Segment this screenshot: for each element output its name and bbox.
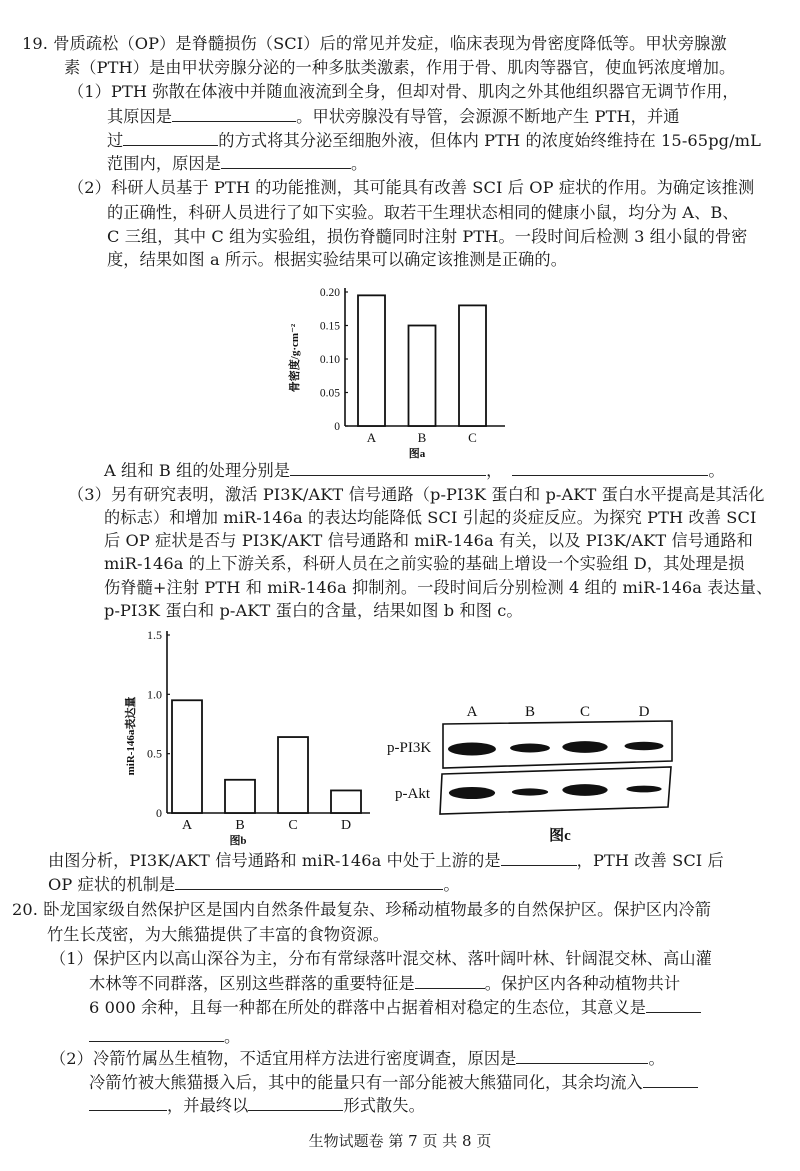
figure-b-bar-D — [331, 790, 361, 813]
answer-blank-12[interactable] — [643, 1072, 698, 1088]
figure-a-chart — [280, 270, 520, 465]
figure-b-bar-B — [225, 780, 255, 813]
figure-a-bar-B — [409, 326, 436, 427]
blot-band-p-pi3k-C — [562, 741, 607, 753]
q20-p1-line-3 — [89, 997, 701, 1019]
q20-p2-text-3a: ，并最终以 — [167, 1096, 249, 1115]
answer-blank-9[interactable] — [646, 997, 701, 1013]
figure-b-x-tick-label: C — [288, 818, 298, 833]
q20-line-1 — [12, 899, 711, 921]
figure-c-blot — [380, 690, 700, 850]
q20-p1-line-1 — [50, 948, 712, 970]
figure-b-chart — [100, 628, 385, 850]
q19-p3-ask1-text: 由图分析，PI3K/AKT 信号通路和 miR-146a 中处于上游的是 — [48, 851, 501, 870]
answer-blank-3[interactable] — [221, 153, 351, 169]
answer-blank-6[interactable] — [501, 850, 577, 866]
blot-band-p-pi3k-A — [448, 743, 496, 756]
figure-a-y-tick-label: 0 — [334, 421, 340, 433]
q19-p1-line-3 — [107, 130, 761, 152]
figure-a-ylabel: 骨密度/g·cm⁻² — [289, 323, 301, 393]
q19-p3-text-6: p-PI3K 蛋白和 p-AKT 蛋白的含量，结果如图 b 和图 c。 — [104, 601, 523, 620]
figure-a-bar-A — [358, 295, 385, 426]
q19-p3-text-1: 另有研究表明，激活 PI3K/AKT 信号通路（p-PI3K 蛋白和 p-AKT 蛋白水平提高是其活化 — [110, 485, 765, 504]
blot-band-p-pi3k-D — [625, 742, 664, 751]
figure-b-x-tick-label: A — [181, 818, 193, 833]
q20-p2-text-1a: 冷箭竹属丛生植物，不适宜用样方法进行密度调查，原因是 — [92, 1049, 517, 1068]
q19-p2-text-2: 的正确性，科研人员进行了如下实验。取若干生理状态相同的健康小鼠，均分为 A、B、 — [107, 203, 739, 222]
q20-stem-1: 卧龙国家级自然保护区是国内自然条件最复杂、珍稀动植物最多的自然保护区。保护区内冷箭 — [43, 900, 712, 919]
q19-p2-ask-end: 。 — [708, 461, 725, 480]
q20-p2-line-1 — [50, 1048, 665, 1070]
q19-stem-2: 素（PTH）是由甲状旁腺分泌的一种多肽类激素，作用于骨、肌肉等器官，使血钙浓度增加。 — [64, 58, 736, 77]
figure-a-caption: 图a — [408, 448, 426, 460]
q19-p1-text-3a: 过 — [107, 131, 124, 150]
q19-p1-line-2 — [107, 106, 680, 128]
figure-a-x-tick-label: B — [417, 430, 427, 445]
q20-p1-line-4 — [89, 1026, 240, 1048]
q19-p3-label: （3） — [68, 485, 111, 504]
page-footer: 生物试题卷 第 7 页 共 8 页 — [308, 1132, 492, 1150]
q20-p2-line-3 — [89, 1095, 425, 1117]
q20-p1-text-3a: 6 000 余种，且每一种都在所处的群落中占据着相对稳定的生态位，其意义是 — [89, 998, 646, 1017]
q20-p2-line-2 — [89, 1072, 698, 1094]
answer-blank-4[interactable] — [290, 460, 486, 476]
q20-p2-label: （2） — [50, 1049, 93, 1068]
blot-lane-label: A — [466, 704, 478, 720]
q19-p2-text-1: 科研人员基于 PTH 的功能推测，其可能具有改善 SCI 后 OP 症状的作用。为确定该推测 — [110, 178, 755, 197]
q19-p3-ask-1 — [48, 850, 724, 872]
q20-number: 20. — [12, 900, 39, 919]
q19-p1-text-2a: 其原因是 — [107, 107, 173, 126]
q19-p2-text-3: C 三组，其中 C 组为实验组，损伤脊髓同时注射 PTH。一段时间后检测 3 组小鼠的骨密 — [107, 227, 748, 246]
blot-lane-label: C — [579, 704, 591, 720]
q19-p3-text-3: 后 OP 症状是否与 PI3K/AKT 信号通路和 miR-146a 有关，以及 PI3K/AKT 信号通路和 — [104, 531, 753, 550]
figure-a-x-tick-label: A — [366, 430, 377, 445]
figure-b-y-tick-label: 1.0 — [147, 687, 162, 702]
q20-p1-label: （1） — [50, 949, 93, 968]
q19-p1-text-3b: 的方式将其分泌至细胞外液，但体内 PTH 的浓度始终维持在 15-65pg/mL — [218, 131, 761, 150]
blot-band-p-pi3k-B — [510, 744, 550, 753]
q19-p1-text-4b: 。 — [351, 154, 368, 173]
q19-stem-1: 骨质疏松（OP）是脊髓损伤（SCI）后的常见并发症，临床表现为骨密度降低等。甲状旁腺激 — [53, 34, 727, 53]
answer-blank-10[interactable] — [89, 1026, 224, 1042]
figure-a-y-tick-label: 0.15 — [319, 320, 340, 333]
q19-p3-ask-2 — [48, 874, 460, 896]
q19-p1-text-1: PTH 弥散在体液中并随血液流到全身，但却对骨、肌肉之外其他组织器官无调节作用， — [110, 82, 739, 101]
q20-p2-text-1b: 。 — [648, 1049, 665, 1068]
answer-blank-13[interactable] — [89, 1095, 167, 1111]
q19-p2-line-1 — [68, 177, 754, 199]
answer-blank-11[interactable] — [516, 1048, 648, 1064]
q19-p1-line-1 — [68, 81, 739, 103]
figure-b-y-tick-label: 0.5 — [147, 746, 162, 761]
blot-row-label-p-pi3k: p-PI3K — [387, 740, 432, 756]
q20-p1-text-2b: 。保护区内各种动植物共计 — [484, 974, 681, 993]
q19-p3-ask2-end: 。 — [443, 875, 460, 894]
q19-p3-ask2-text: OP 症状的机制是 — [48, 875, 176, 894]
q19-p3-ask1-end: ，PTH 改善 SCI 后 — [576, 851, 724, 870]
blot-band-p-akt-B — [512, 788, 548, 795]
q19-p3-line-1 — [68, 484, 765, 506]
figure-b-x-tick-label: B — [235, 818, 245, 833]
figure-a-y-tick-label: 0.20 — [319, 287, 340, 299]
q20-p1-line-2 — [89, 973, 680, 995]
q19-p1-label: （1） — [68, 82, 111, 101]
blot-lane-label: D — [638, 704, 650, 720]
blot-row-label-p-akt: p-Akt — [395, 786, 430, 802]
figure-a-bar-C — [459, 305, 486, 426]
blot-lane-label: B — [524, 704, 536, 720]
q19-number: 19. — [22, 34, 49, 53]
answer-blank-1[interactable] — [172, 106, 296, 122]
blot-band-p-akt-C — [562, 784, 607, 796]
q20-p2-text-2a: 冷箭竹被大熊猫摄入后，其中的能量只有一部分能被大熊猫同化，其余均流入 — [89, 1073, 643, 1092]
q19-p2-ask-sep: ， — [486, 461, 503, 480]
q20-p1-text-1: 保护区内以高山深谷为主，分布有常绿落叶混交林、落叶阔叶林、针阔混交林、高山灌 — [92, 949, 712, 968]
q19-p3-text-4: miR-146a 的上下游关系，科研人员在之前实验的基础上增设一个实验组 D，其处理是损 — [104, 554, 745, 573]
figure-b-y-tick-label: 0 — [156, 806, 162, 820]
q20-p1-text-2a: 木林等不同群落，区别这些群落的重要特征是 — [89, 974, 415, 993]
figure-a-y-tick-label: 0.05 — [319, 387, 340, 400]
figure-a-y-tick-label: 0.10 — [319, 354, 340, 366]
figure-b-ylabel: miR-146a表达量 — [125, 696, 137, 776]
q19-p2-text-4: 度，结果如图 a 所示。根据实验结果可以确定该推测是正确的。 — [107, 250, 568, 269]
q19-p1-line-4 — [107, 153, 367, 175]
q19-p2-label: （2） — [68, 178, 111, 197]
q19-line-1 — [22, 33, 727, 55]
q19-p1-text-2b: 。甲状旁腺没有导管，会源源不断地产生 PTH，并通 — [296, 107, 680, 126]
figure-a-x-tick-label: C — [468, 430, 477, 445]
q19-p2-ask-text: A 组和 B 组的处理分别是 — [104, 461, 291, 480]
figure-c-caption: 图c — [549, 828, 571, 844]
q19-p3-text-5: 伤脊髓+注射 PTH 和 miR-146a 抑制剂。一段时间后分别检测 4 组的 miR-146a 表达量、 — [104, 578, 773, 597]
q20-p2-text-3b: 形式散失。 — [343, 1096, 425, 1115]
figure-b-y-tick-label: 1.5 — [147, 628, 162, 642]
answer-blank-14[interactable] — [248, 1095, 343, 1111]
q19-p2-ask — [104, 460, 725, 482]
blot-band-p-akt-D — [626, 786, 661, 793]
q19-p3-text-2: 的标志）和增加 miR-146a 的表达均能降低 SCI 引起的炎症反应。为探究 PTH 改善 SCI — [104, 508, 757, 527]
answer-blank-2[interactable] — [123, 130, 218, 146]
blot-band-p-akt-A — [449, 787, 495, 799]
answer-blank-8[interactable] — [415, 973, 485, 989]
q20-stem-2: 竹生长茂密，为大熊猫提供了丰富的食物资源。 — [47, 925, 390, 944]
figure-b-bar-A — [172, 700, 202, 813]
figure-b-x-tick-label: D — [340, 818, 352, 833]
figure-b-caption: 图b — [229, 835, 247, 847]
answer-blank-5[interactable] — [512, 460, 708, 476]
figure-b-bar-C — [278, 737, 308, 813]
q19-p1-text-4a: 范围内，原因是 — [107, 154, 222, 173]
answer-blank-7[interactable] — [175, 874, 443, 890]
q20-p1-text-4b: 。 — [224, 1027, 241, 1046]
